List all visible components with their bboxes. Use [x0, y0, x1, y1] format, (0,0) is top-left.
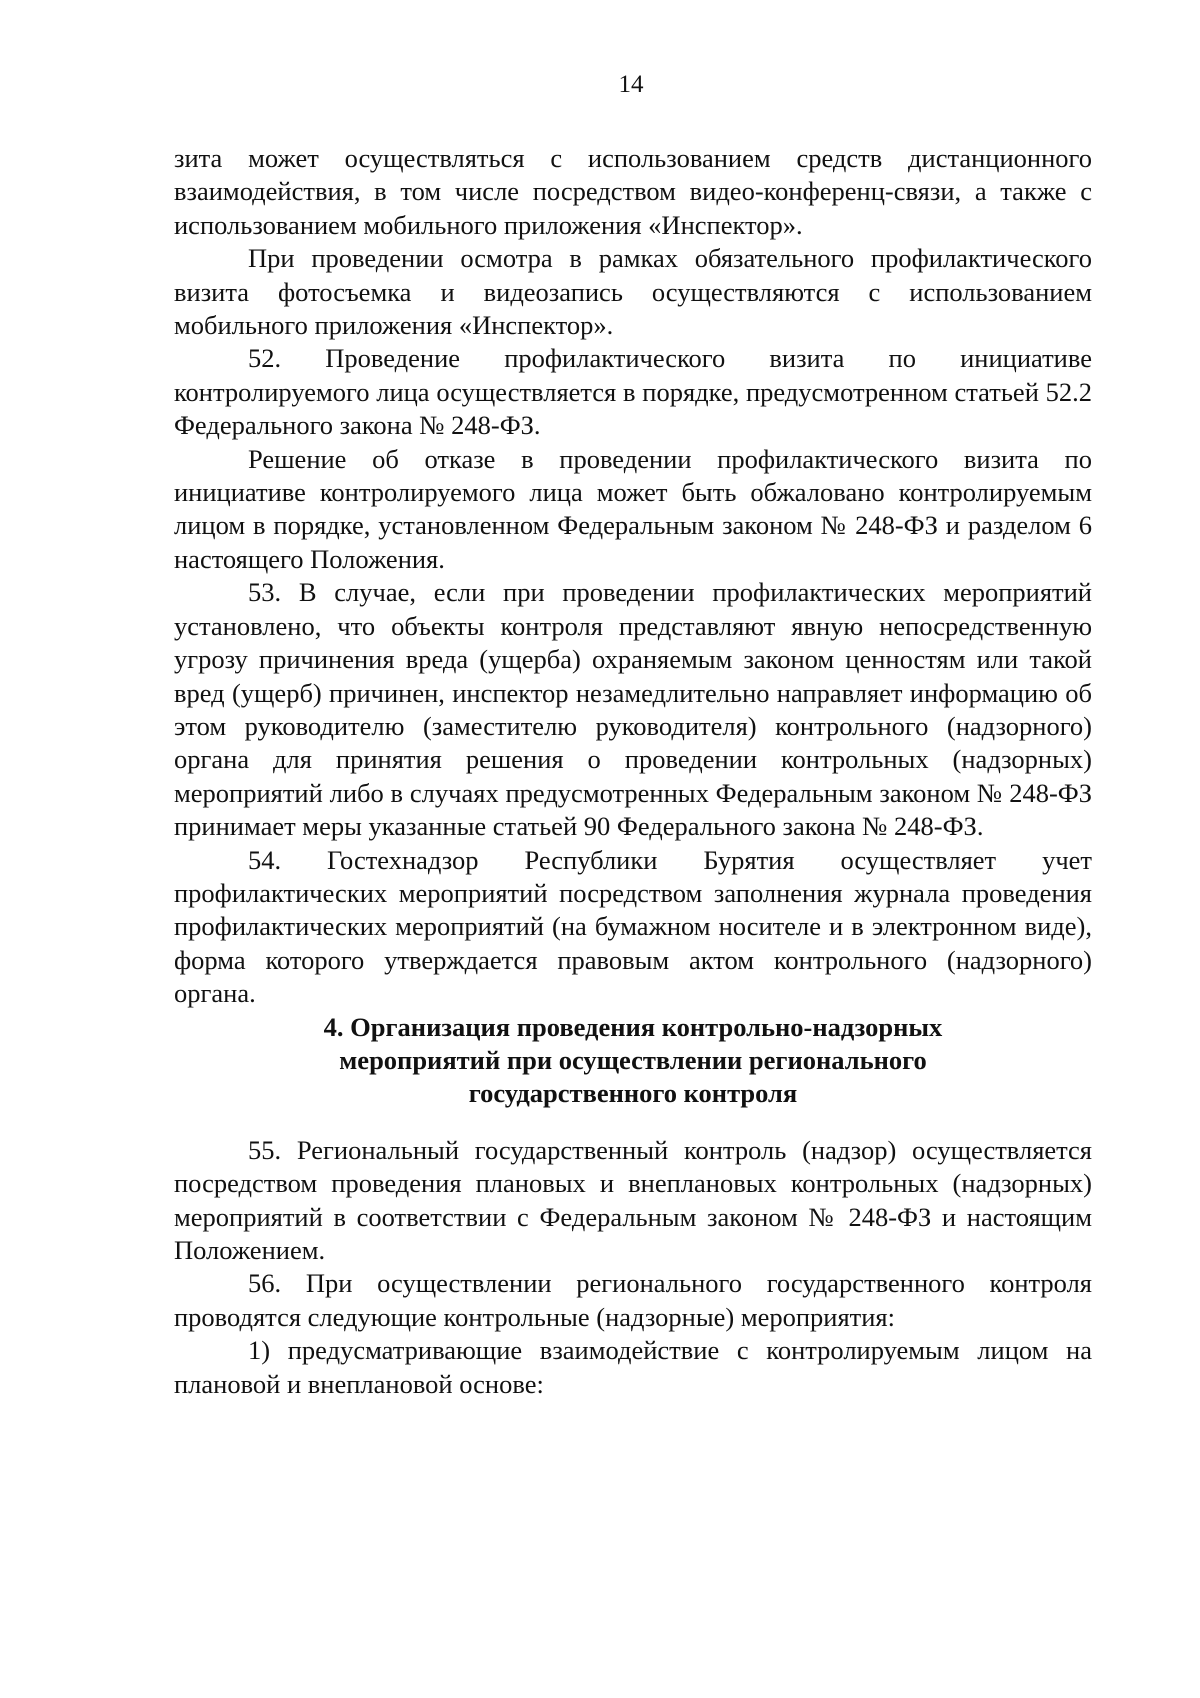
paragraph-54: 54. Гостехнадзор Республики Бурятия осуществляет учет профилактических мероприятий посредством заполнения журнала проведения профилактических мероприятий (на бумажном носителе и в электронном виде), форма которого утверждается правовым актом контрольного (надзорного) органа.: [174, 844, 1092, 1009]
paragraph-52-refusal: Решение об отказе в проведении профилактического визита по инициативе контролируемого лица может быть обжаловано контролируемым лицом в порядке, установленном Федеральным законом № 248-ФЗ и разделом 6 настоящего Положения.: [174, 443, 1092, 574]
paragraph-inspection-photo: При проведении осмотра в рамках обязательного профилактического визита фотосъемка и видеозапись осуществляются с использованием мобильного приложения «Инспектор».: [174, 243, 1092, 341]
paragraph-52: 52. Проведение профилактического визита по инициативе контролируемого лица осуществляется в порядке, предусмотренном статьей 52.2 Федерального закона № 248-ФЗ.: [174, 343, 1092, 441]
document-body: [174, 142, 1092, 1401]
paragraph-56-item-1: 1) предусматривающие взаимодействие с контролируемым лицом на плановой и внеплановой основе:: [174, 1335, 1092, 1399]
section-heading: [174, 1011, 1092, 1111]
section-heading-line-2: мероприятий при осуществлении регионального: [339, 1044, 927, 1075]
paragraph-55: 55. Региональный государственный контроль (надзор) осуществляется посредством проведения плановых и внеплановых контрольных (надзорных) мероприятий в соответствии с Федеральным законом № 248-ФЗ и настоящим Положением.: [174, 1134, 1092, 1265]
section-heading-line-1: 4. Организация проведения контрольно-надзорных: [323, 1011, 943, 1042]
paragraph-continuation: зита может осуществляться с использованием средств дистанционного взаимодействия, в том числе посредством видео-конференц-связи, а также с использованием мобильного приложения «Инспектор».: [174, 143, 1092, 240]
page-number: 14: [618, 71, 644, 98]
section-heading-line-3: государственного контроля: [468, 1078, 798, 1109]
paragraph-56: 56. При осуществлении регионального государственного контроля проводятся следующие контрольные (надзорные) мероприятия:: [174, 1268, 1092, 1332]
paragraph-53: 53. В случае, если при проведении профилактических мероприятий установлено, что объекты контроля представляют явную непосредственную угрозу причинения вреда (ущерба) охраняемым законом ценностям или такой вред (ущерб) причинен, инспектор незамедлительно направляет информацию об этом руководителю (заместителю руководителя) контрольного (надзорного) органа для принятия решения о проведении контрольных (надзорных) мероприятий либо в случаях предусмотренных Федеральным законом № 248-ФЗ принимает меры указанные статьей 90 Федерального закона № 248-ФЗ.: [174, 577, 1092, 842]
